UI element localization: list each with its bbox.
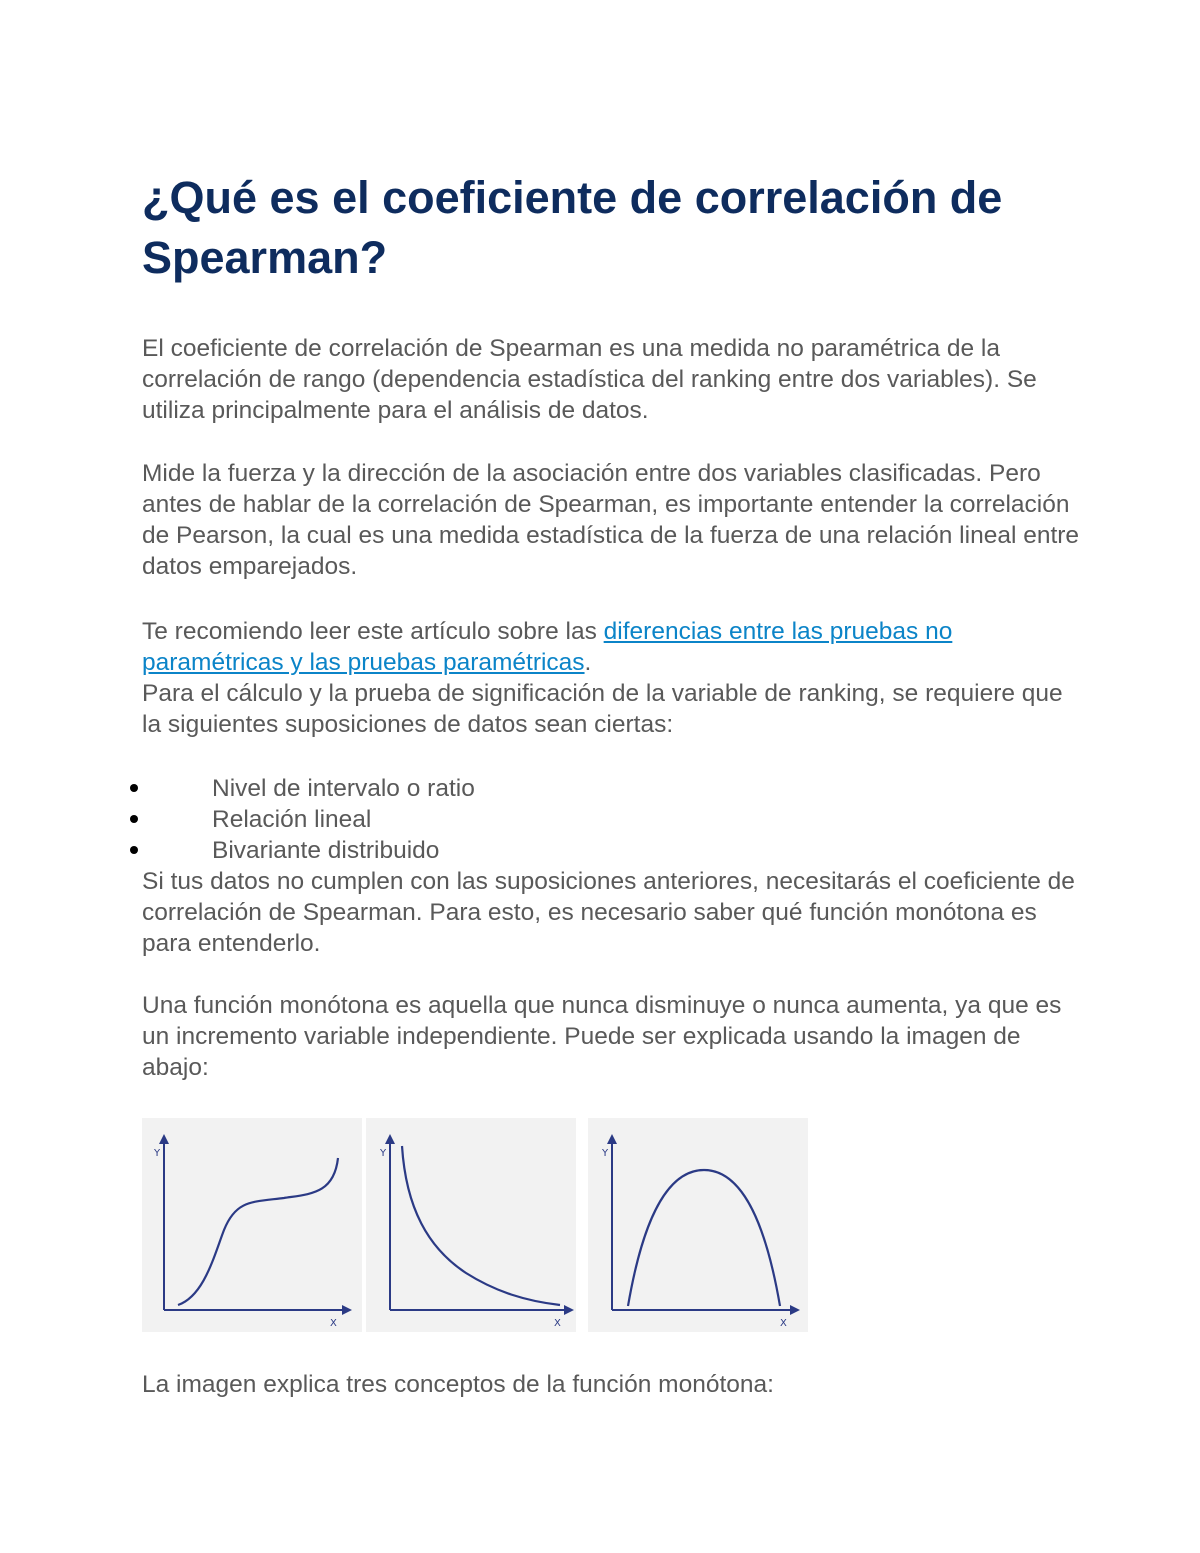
decreasing-graph	[366, 1118, 576, 1332]
figure-non-monotonic	[588, 1118, 808, 1332]
recommendation-paragraph	[142, 616, 1082, 678]
increasing-graph	[142, 1118, 362, 1332]
page-title: ¿Qué es el coeficiente de correlación de Spearman?	[142, 172, 1003, 283]
arch-curve	[628, 1170, 780, 1306]
bullet-icon	[130, 784, 138, 792]
monotone-definition-paragraph: Una función monótona es aquella que nunca disminuye o nunca aumenta, ya que es un incremento variable independiente. Puede ser explicada usando la imagen de abajo:	[142, 992, 1062, 1081]
figure-decreasing	[366, 1118, 576, 1332]
decreasing-curve	[402, 1146, 560, 1305]
x-axis-arrow-icon	[342, 1305, 352, 1315]
bullet-icon	[130, 815, 138, 823]
x-axis-label: X	[780, 1318, 787, 1329]
x-axis-label: X	[330, 1318, 337, 1329]
y-axis-label: Y	[154, 1148, 161, 1159]
x-axis-arrow-icon	[790, 1305, 800, 1315]
x-axis-label: X	[554, 1318, 561, 1329]
y-axis-label: Y	[380, 1148, 387, 1159]
x-axis-arrow-icon	[564, 1305, 574, 1315]
y-axis-arrow-icon	[159, 1134, 169, 1144]
list-item-text: Nivel de intervalo o ratio	[212, 775, 475, 802]
strength-paragraph: Mide la fuerza y la dirección de la asociación entre dos variables clasificadas. Pero antes de hablar de la correlación de Spearman, es importante entender la correlación de Pearson, la cual es una medida estadística de la fuerza de una relación lineal entre datos emparejados.	[142, 460, 1080, 580]
spearman-need-paragraph: Si tus datos no cumplen con las suposiciones anteriores, necesitarás el coeficiente de correlación de Spearman. Para esto, es necesario saber qué función monótona es para entenderlo.	[142, 868, 1075, 957]
y-axis-label: Y	[602, 1148, 609, 1159]
recommendation-text: Te recomiendo leer este artículo sobre las	[142, 618, 604, 645]
list-item-text: Bivariante distribuido	[212, 837, 440, 864]
y-axis-arrow-icon	[385, 1134, 395, 1144]
closing-paragraph: La imagen explica tres conceptos de la función monótona:	[142, 1371, 774, 1398]
intro-paragraph: El coeficiente de correlación de Spearman es una medida no paramétrica de la correlación de rango (dependencia estadística del ranking entre dos variables). Se utiliza principalmente para el análisis de datos.	[142, 335, 1037, 424]
list-item-text: Relación lineal	[212, 806, 372, 833]
figure-increasing	[142, 1118, 362, 1332]
y-axis-arrow-icon	[607, 1134, 617, 1144]
bullet-icon	[130, 846, 138, 854]
assumptions-paragraph: Para el cálculo y la prueba de significación de la variable de ranking, se requiere que la siguientes suposiciones de datos sean ciertas:	[142, 680, 1063, 738]
recommendation-period: .	[584, 649, 592, 676]
non-monotonic-graph	[588, 1118, 808, 1332]
increasing-curve	[178, 1158, 338, 1305]
article-link[interactable]: diferencias entre las pruebas no paramétricas y las pruebas paramétricas	[142, 618, 953, 676]
